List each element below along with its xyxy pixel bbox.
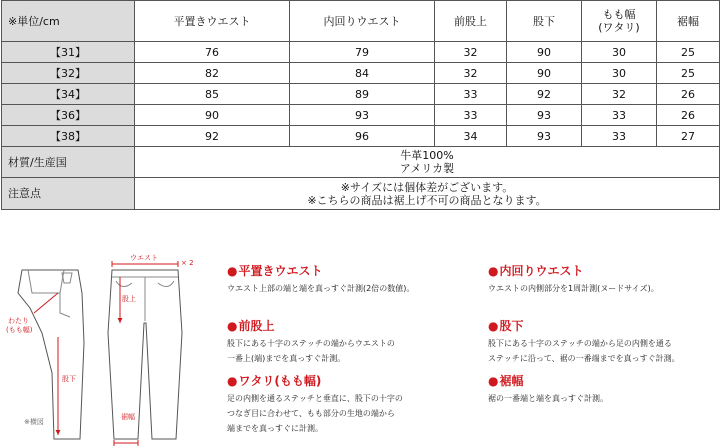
size-label: 【32】 — [2, 63, 135, 84]
table-header-row — [2, 1, 720, 42]
origin-line: アメリカ製 — [399, 162, 455, 175]
cell-inner-waist: 84 — [290, 63, 435, 84]
header-thigh-line1: もも幅 — [602, 8, 636, 21]
guide-title: 前股上 — [238, 319, 275, 333]
cell-hem: 26 — [657, 84, 720, 105]
header-flat-waist: 平置きウエスト — [135, 1, 290, 42]
guide-item-flat-waist — [227, 264, 414, 296]
guide-line: ウエストの内側部分を1周計測(ヌードサイズ)。 — [488, 284, 659, 293]
thigh-arrow — [34, 293, 58, 313]
guide-line: 端までを真っすぐに計測。 — [227, 424, 323, 433]
guide-title: 裾幅 — [499, 374, 524, 388]
cell-inner-waist: 89 — [290, 84, 435, 105]
unit-label: ※単位/cm — [2, 1, 135, 42]
bullet-icon: ● — [488, 374, 499, 388]
guide-title: ワタリ(もも幅) — [238, 374, 322, 388]
size-label: 【38】 — [2, 126, 135, 147]
guide-item-inseam — [488, 319, 680, 366]
side-view-note: ※横図 — [24, 418, 44, 426]
cell-inner-waist: 93 — [290, 105, 435, 126]
cell-thigh: 33 — [582, 105, 657, 126]
cell-front-rise: 33 — [435, 105, 507, 126]
cell-flat-waist: 85 — [135, 84, 290, 105]
guide-line: 一番上(端)までを真っすぐ計測。 — [227, 354, 346, 363]
cell-inner-waist: 96 — [290, 126, 435, 147]
cell-thigh: 32 — [582, 84, 657, 105]
hem-label: 裾幅 — [121, 413, 135, 421]
header-front-rise: 前股上 — [435, 1, 507, 42]
guide-item-front-rise — [227, 319, 395, 366]
guide-line: 股下にある十字のステッチの端から足の内側を通る — [488, 339, 672, 348]
cell-flat-waist: 82 — [135, 63, 290, 84]
cell-front-rise: 33 — [435, 84, 507, 105]
waist-label: ウエスト — [130, 254, 158, 262]
cell-inseam: 93 — [507, 126, 582, 147]
size-label: 【34】 — [2, 84, 135, 105]
cell-inner-waist: 79 — [290, 42, 435, 63]
guide-line: 足の内側を通るステッチと垂直に、股下の十字の — [227, 394, 403, 403]
cell-inseam: 93 — [507, 105, 582, 126]
cell-hem: 25 — [657, 63, 720, 84]
guide-title: 内回りウエスト — [499, 264, 584, 278]
cell-flat-waist: 92 — [135, 126, 290, 147]
material-row — [2, 147, 720, 178]
thigh-label-1: わたり — [8, 317, 29, 325]
cell-flat-waist: 90 — [135, 105, 290, 126]
times-two-label: × 2 — [181, 259, 194, 267]
bullet-icon: ● — [488, 264, 499, 278]
guide-line: 股下にある十字のステッチの端からウエストの — [227, 339, 395, 348]
guide-title: 平置きウエスト — [238, 264, 323, 278]
side-view-pants — [18, 270, 84, 439]
guide-title: 股下 — [499, 319, 524, 333]
cell-hem: 26 — [657, 105, 720, 126]
inseam-label: 股下 — [62, 375, 76, 383]
material-label: 材質/生産国 — [2, 147, 135, 178]
material-line: 牛革100% — [400, 149, 454, 162]
table-row — [2, 63, 720, 84]
header-hem: 裾幅 — [657, 1, 720, 42]
notes-label: 注意点 — [2, 178, 135, 210]
material-value — [135, 147, 720, 178]
measurement-guide — [0, 253, 720, 447]
table-row — [2, 42, 720, 63]
cell-thigh: 30 — [582, 63, 657, 84]
cell-inseam: 90 — [507, 42, 582, 63]
bullet-icon: ● — [227, 264, 238, 278]
bullet-icon: ● — [227, 319, 238, 333]
size-table — [1, 0, 720, 210]
table-row — [2, 105, 720, 126]
guide-item-inner-waist — [488, 264, 659, 296]
rise-label: 股上 — [122, 295, 136, 303]
cell-hem: 25 — [657, 42, 720, 63]
cell-flat-waist: 76 — [135, 42, 290, 63]
bullet-icon: ● — [488, 319, 499, 333]
notes-row — [2, 178, 720, 210]
cell-front-rise: 34 — [435, 126, 507, 147]
cell-front-rise: 32 — [435, 42, 507, 63]
size-label: 【36】 — [2, 105, 135, 126]
header-inner-waist: 内回りウエスト — [290, 1, 435, 42]
guide-line: ウエスト上部の端と端を真っすぐ計測(2倍の数値)。 — [227, 284, 415, 293]
header-inseam: 股下 — [507, 1, 582, 42]
cell-inseam: 92 — [507, 84, 582, 105]
guide-line: ステッチに沿って、裾の一番端までを真っすぐ計測。 — [488, 354, 680, 363]
guide-line: 裾の一番端と端を真っすぐ計測。 — [488, 394, 608, 403]
cell-front-rise: 32 — [435, 63, 507, 84]
notes-value — [135, 178, 720, 210]
cell-thigh: 33 — [582, 126, 657, 147]
bullet-icon: ● — [227, 374, 238, 388]
cell-inseam: 90 — [507, 63, 582, 84]
table-row — [2, 126, 720, 147]
header-thigh-line2: (ワタリ) — [598, 21, 640, 34]
thigh-label-2: (もも幅) — [6, 326, 33, 334]
cell-thigh: 30 — [582, 42, 657, 63]
note-line: ※こちらの商品は裾上げ不可の商品となります。 — [307, 193, 547, 207]
header-thigh — [582, 1, 657, 42]
note-line: ※サイズには個体差がございます。 — [340, 180, 514, 194]
size-label: 【31】 — [2, 42, 135, 63]
cell-hem: 27 — [657, 126, 720, 147]
guide-line: つなぎ目に合わせて、もも部分の生地の端から — [227, 409, 395, 418]
guide-item-thigh — [227, 374, 403, 436]
table-row — [2, 84, 720, 105]
guide-item-hem — [488, 374, 608, 406]
